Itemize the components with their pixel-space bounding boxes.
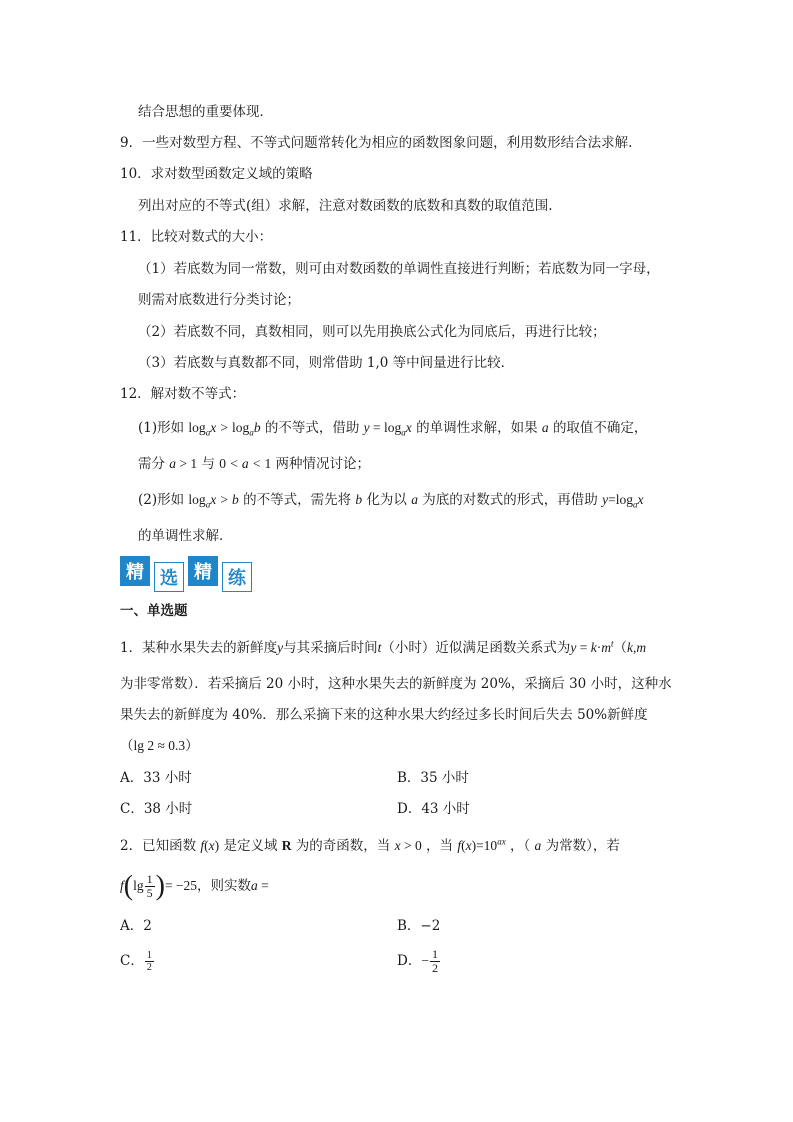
formula: a xyxy=(541,420,549,435)
text: 与其采摘后时间 xyxy=(283,640,378,656)
text: 两种情况讨论； xyxy=(275,456,371,472)
text: 的单调性求解，如果 xyxy=(416,420,538,436)
formula: ) xyxy=(155,870,165,902)
text: （ xyxy=(613,640,627,656)
banner-char: 练 xyxy=(222,562,252,592)
text: 的不等式，需先将 xyxy=(243,492,352,508)
option-b[interactable]: B．−2 xyxy=(397,918,441,934)
section-banner xyxy=(120,556,256,592)
formula: x > 0 xyxy=(394,838,422,853)
option-d[interactable] xyxy=(397,946,441,976)
text: ，当 xyxy=(426,838,454,854)
option-a[interactable]: A．2 xyxy=(120,918,152,934)
fraction: $\frac{1}{5}$ xyxy=(146,872,153,900)
text-line: 的单调性求解． xyxy=(138,528,233,544)
formula: ( xyxy=(123,870,134,902)
text: （ xyxy=(120,738,134,754)
text: 的取值不确定， xyxy=(552,420,648,436)
item-12: 12．解对数不等式： xyxy=(120,386,246,402)
question-1-line xyxy=(120,736,199,756)
banner-char: 精 xyxy=(120,556,150,586)
text: 与 xyxy=(201,456,215,472)
text: （小时）近似满足函数关系式为 xyxy=(381,640,571,656)
text-line: （2）若底数不同，真数相同，则可以先用换底公式化为同底后，再进行比较； xyxy=(138,324,606,340)
text: 的不等式，借助 xyxy=(264,420,360,436)
formula: f xyxy=(120,878,124,893)
option-d[interactable]: D．43 小时 xyxy=(397,801,470,817)
text-line: （1）若底数为同一常数，则可由对数函数的单调性直接进行判断；若底数为同一字母， xyxy=(138,261,660,277)
option-a[interactable]: A．33 小时 xyxy=(120,770,192,786)
text: (2)形如 xyxy=(138,492,185,508)
formula: R xyxy=(281,838,292,853)
text-line: 结合思想的重要体现． xyxy=(138,104,273,120)
option-c[interactable] xyxy=(120,948,155,974)
option-c[interactable]: C．38 小时 xyxy=(120,801,193,817)
question-1-line xyxy=(120,638,646,658)
item-9: 9．一些对数型方程、不等式问题常转化为相应的函数图象问题，利用数形结合法求解. xyxy=(120,135,633,151)
formula: a xyxy=(411,492,418,507)
text: 为的奇函数，当 xyxy=(295,838,391,854)
text: 为底的对数式的形式，再借助 xyxy=(422,492,598,508)
text: ，则实数 xyxy=(197,878,252,894)
question-2-line xyxy=(120,871,269,901)
text: 1．某种水果失去的新鲜度 xyxy=(120,640,278,656)
question-1-line: 为非零常数）．若采摘后 20 小时，这种水果失去的新鲜度为 20%，采摘后 30 小时，这种水 xyxy=(120,676,672,692)
banner-char: 选 xyxy=(154,562,184,592)
text-line: 列出对应的不等式(组）求解，注意对数函数的底数和真数的取值范围. xyxy=(138,198,553,214)
text-line: 则需对底数进行分类讨论； xyxy=(138,292,300,308)
text: 2．已知函数 xyxy=(120,838,197,854)
formula: lg xyxy=(133,878,144,893)
text: ） xyxy=(185,738,199,754)
formula: $y=\log_ax$ xyxy=(602,492,644,510)
text-line xyxy=(138,418,647,438)
formula: a xyxy=(534,838,542,853)
text: (1)形如 xyxy=(138,420,185,436)
formula: $y = \log_ax$ xyxy=(363,420,412,438)
formula: lg 2 ≈ 0.3 xyxy=(133,738,186,753)
text-line xyxy=(138,490,643,510)
fraction: $\frac{1}{2}$ xyxy=(146,950,152,973)
option-b[interactable]: B．35 小时 xyxy=(397,770,469,786)
text: 为常数），若 xyxy=(545,838,620,854)
text: 化为以 xyxy=(366,492,407,508)
text-line xyxy=(138,454,370,474)
formula: a > 1 xyxy=(169,456,198,471)
text: 是定义域 xyxy=(223,838,278,854)
formula: y xyxy=(277,640,284,655)
question-1-line: 果失去的新鲜度为 40%．那么采摘下来的这种水果大约经过多长时间后失去 50%新鲜度 xyxy=(120,707,648,723)
section-title: 一、单选题 xyxy=(120,603,188,619)
text: 需分 xyxy=(138,456,165,472)
option-label: D． xyxy=(397,953,422,969)
item-11: 11．比较对数式的大小： xyxy=(120,229,273,245)
formula: a = xyxy=(251,878,269,893)
banner-char: 精 xyxy=(188,556,218,586)
question-2-line xyxy=(120,836,620,856)
formula: b xyxy=(355,492,363,507)
formula: 0 < a < 1 xyxy=(219,456,272,471)
formula: f(x) xyxy=(200,838,220,853)
formula: − xyxy=(421,953,429,968)
formula: $\log_ax > \log_ab$ xyxy=(188,420,261,438)
formula: k,m xyxy=(627,640,647,655)
formula: $\log_ax > b$ xyxy=(188,492,239,510)
formula: $y = k\cdot m^t$ xyxy=(570,638,614,655)
text: ，（ xyxy=(509,838,531,854)
formula: t xyxy=(377,640,382,655)
option-label: C． xyxy=(120,953,144,969)
item-10: 10．求对数型函数定义域的策略 xyxy=(120,166,313,182)
formula: = −25 xyxy=(164,878,198,893)
formula: $f(x)=10^{ax}$ xyxy=(457,836,506,853)
text-line: （3）若底数与真数都不同，则常借助 1,0 等中间量进行比较． xyxy=(138,355,515,371)
fraction: $\frac{1}{2}$ xyxy=(431,947,438,975)
